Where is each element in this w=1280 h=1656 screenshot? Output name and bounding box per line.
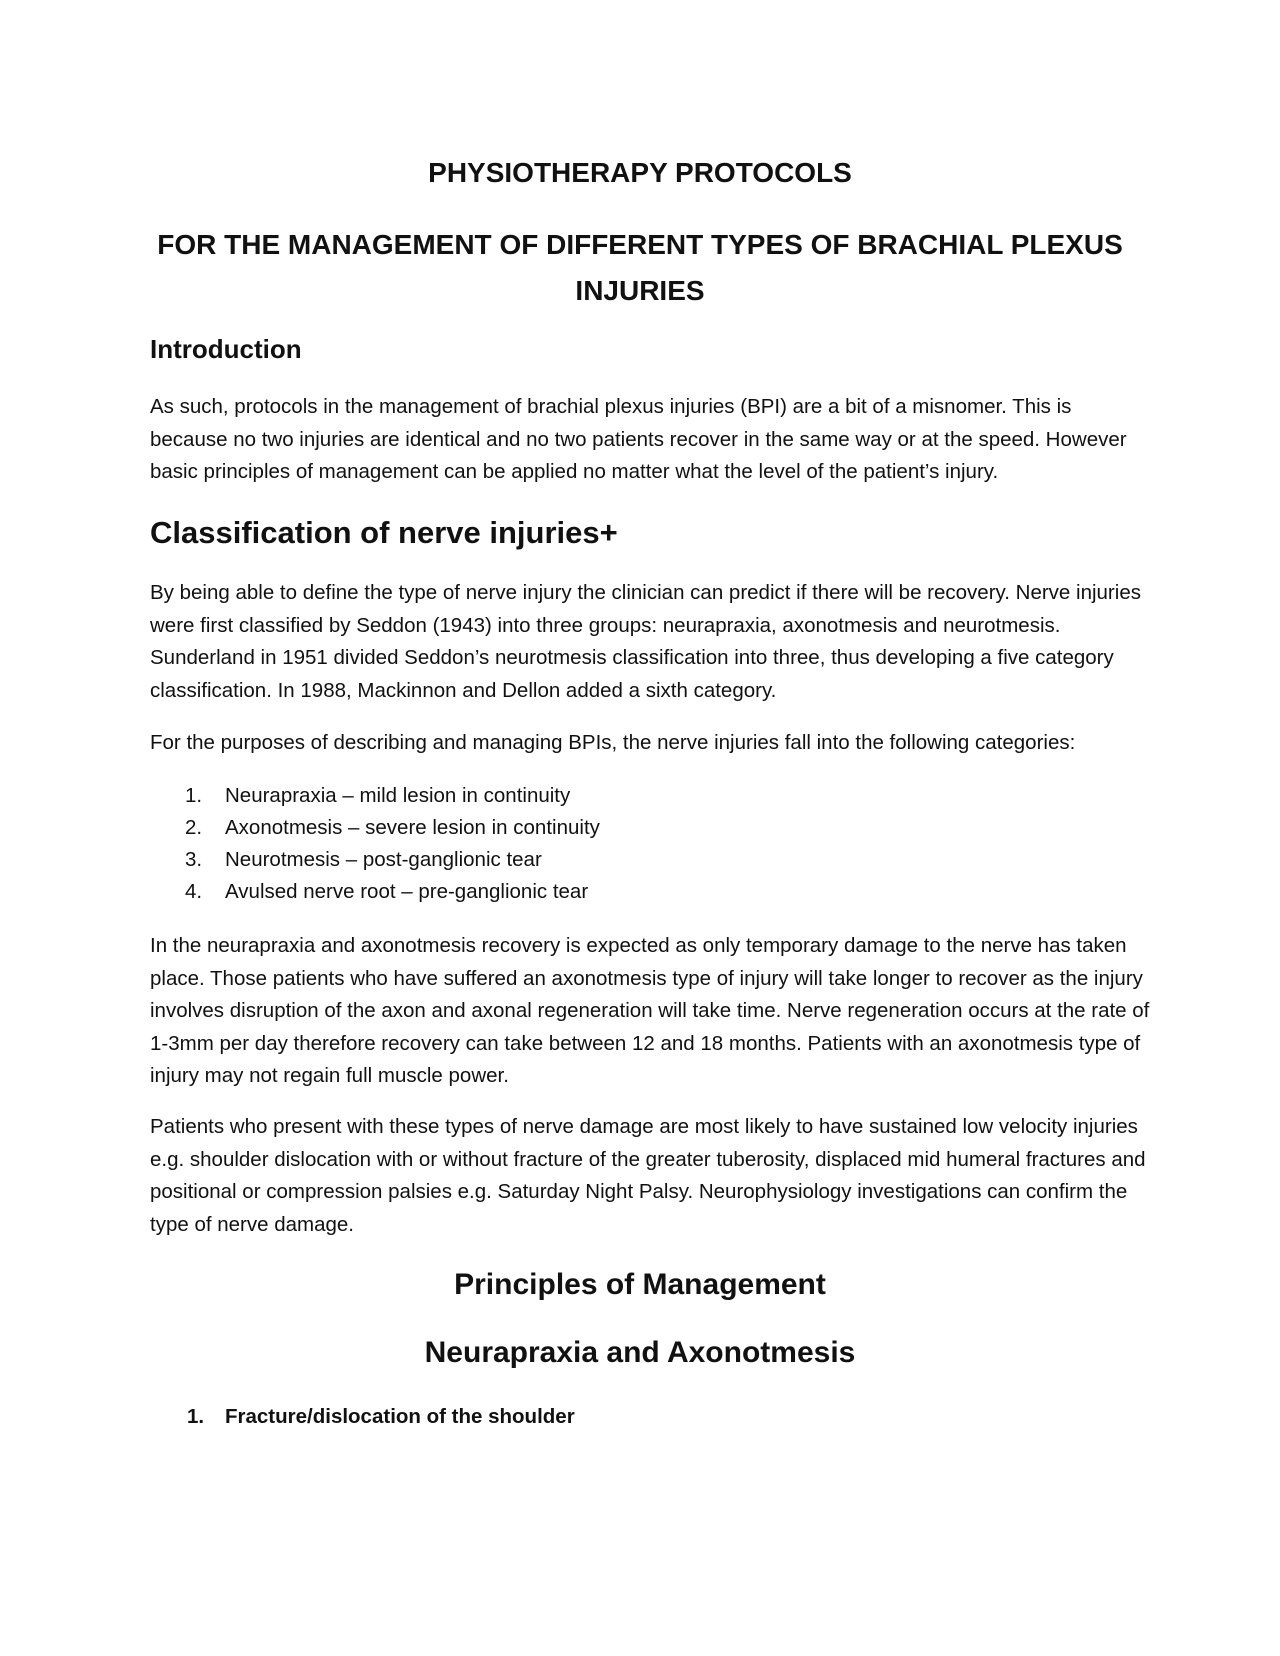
list-item-text: Neurotmesis – post-ganglionic tear: [225, 848, 542, 871]
list-item: [185, 844, 600, 876]
list-item: [185, 812, 600, 844]
introduction-heading: Introduction: [150, 334, 302, 364]
nerve-injury-categories-list: [185, 780, 600, 908]
list-item-number: 1.: [185, 784, 203, 807]
list-item: [185, 780, 600, 812]
list-item-text: Axonotmesis – severe lesion in continuity: [225, 816, 600, 839]
classification-heading: Classification of nerve injuries+: [150, 515, 618, 550]
recovery-paragraph: In the neurapraxia and axonotmesis recovery is expected as only temporary damage to the nerve has taken place. Those patients who have suffered an axonotmesis type of injury will take longer to recover as the injury involves disruption of the axon and axonal regeneration will take time. Nerve regeneration occurs at the rate of 1-3mm per day therefore recovery can take between 12 and 18 months. Patients with an axonotmesis type of injury may not regain full muscle power.: [150, 934, 1150, 1087]
neurapraxia-axonotmesis-heading: Neurapraxia and Axonotmesis: [424, 1336, 856, 1369]
list-item-text: Avulsed nerve root – pre-ganglionic tear: [225, 880, 589, 903]
list-item: [185, 876, 600, 908]
numbered-subheading: [187, 1402, 575, 1432]
subheading-text: Fracture/dislocation of the shoulder: [225, 1405, 575, 1428]
introduction-paragraph: As such, protocols in the management of brachial plexus injuries (BPI) are a bit of a misnomer. This is because no two injuries are identical and no two patients recover in the same way or at the speed. However basic principles of management can be applied no matter what the level of the patient’s injury.: [150, 395, 1127, 483]
document-title: PHYSIOTHERAPY PROTOCOLS: [428, 157, 852, 188]
document-subtitle: FOR THE MANAGEMENT OF DIFFERENT TYPES OF BRACHIAL PLEXUS INJURIES: [157, 229, 1123, 306]
list-item-text: Neurapraxia – mild lesion in continuity: [225, 784, 571, 807]
list-item-number: 4.: [185, 880, 203, 903]
list-item-number: 2.: [185, 816, 203, 839]
principles-heading: Principles of Management: [454, 1268, 826, 1301]
presentation-paragraph: Patients who present with these types of nerve damage are most likely to have sustained low velocity injuries e.g. shoulder dislocation with or without fracture of the greater tuberosity, displaced mid humeral fractures and positional or compression palsies e.g. Saturday Night Palsy. Neurophysiology investigations can confirm the type of nerve damage.: [150, 1115, 1146, 1236]
classification-paragraph-2: For the purposes of describing and managing BPIs, the nerve injuries fall into the following categories:: [150, 731, 1076, 754]
subheading-number: 1.: [187, 1405, 205, 1428]
list-item-number: 3.: [185, 848, 203, 871]
classification-paragraph-1: By being able to define the type of nerve injury the clinician can predict if there will be recovery. Nerve injuries were first classified by Seddon (1943) into three groups: neurapraxia, axonotmesis and neurotmesis. Sunderland in 1951 divided Seddon’s neurotmesis classification into three, thus developing a five category classification. In 1988, Mackinnon and Dellon added a sixth category.: [150, 581, 1141, 702]
